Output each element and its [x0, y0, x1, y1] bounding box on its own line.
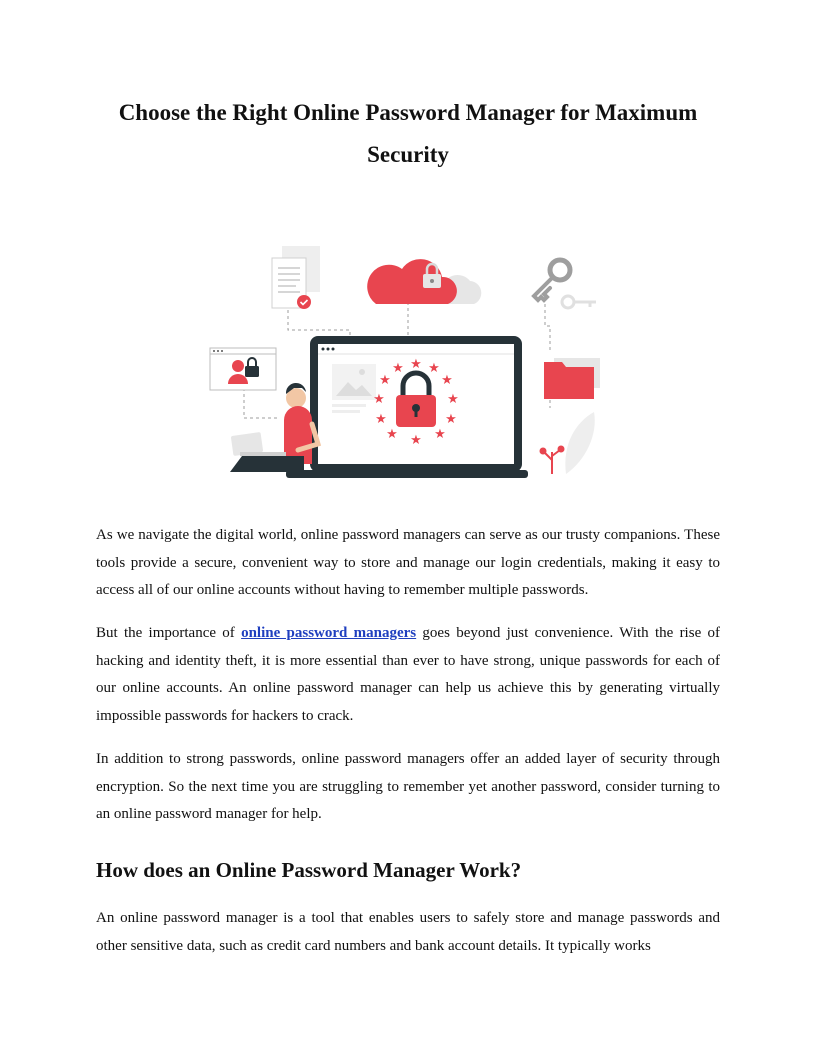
security-illustration	[200, 238, 616, 482]
svg-text:★: ★	[447, 392, 459, 407]
svg-text:★: ★	[410, 433, 422, 448]
page-title: Choose the Right Online Password Manager for Maximum Security	[118, 100, 698, 167]
svg-text:★: ★	[373, 392, 385, 407]
svg-text:★: ★	[386, 427, 398, 442]
encryption-paragraph: In addition to strong passwords, online password managers offer an added layer of security through encryption. So the next time you are struggling to remember yet another password, consider turning to an online password manager for help.	[96, 751, 720, 822]
section-heading: How does an Online Password Manager Work?	[96, 858, 522, 882]
svg-text:★: ★	[434, 427, 446, 442]
document-icon	[272, 246, 320, 309]
importance-paragraph	[96, 620, 720, 730]
svg-text:★: ★	[375, 412, 387, 427]
svg-text:★: ★	[379, 373, 391, 388]
plant-icon	[540, 412, 595, 474]
online-password-managers-link[interactable]: online password managers	[241, 625, 417, 641]
person-icon	[230, 383, 318, 472]
svg-text:★: ★	[445, 412, 457, 427]
how-it-works-paragraph: An online password manager is a tool that enables users to safely store and manage passwords and other sensitive data, such as credit card numbers and bank account details. It typically works	[96, 910, 720, 954]
key-icon	[534, 260, 596, 308]
cloud-lock-icon	[367, 259, 481, 304]
paragraph-text: goes beyond just convenience. With the rise of hacking and identity theft, it is more essential than ever to have strong, unique passwords for each of our online accounts. An online password manager can help us achieve this by generating virtually impossible passwords for hackers to crack.	[96, 625, 720, 724]
paragraph-text: But the importance of	[96, 625, 242, 641]
user-lock-window-icon	[210, 348, 276, 390]
svg-text:★: ★	[392, 361, 404, 376]
folder-icon	[544, 358, 600, 399]
svg-text:★: ★	[441, 373, 453, 388]
svg-text:★: ★	[410, 357, 422, 372]
intro-paragraph: As we navigate the digital world, online password managers can serve as our trusty companions. These tools provide a secure, convenient way to store and manage our login credentials, making it easy to access all of our online accounts without having to remember multiple passwords.	[96, 527, 720, 598]
svg-text:★: ★	[428, 361, 440, 376]
